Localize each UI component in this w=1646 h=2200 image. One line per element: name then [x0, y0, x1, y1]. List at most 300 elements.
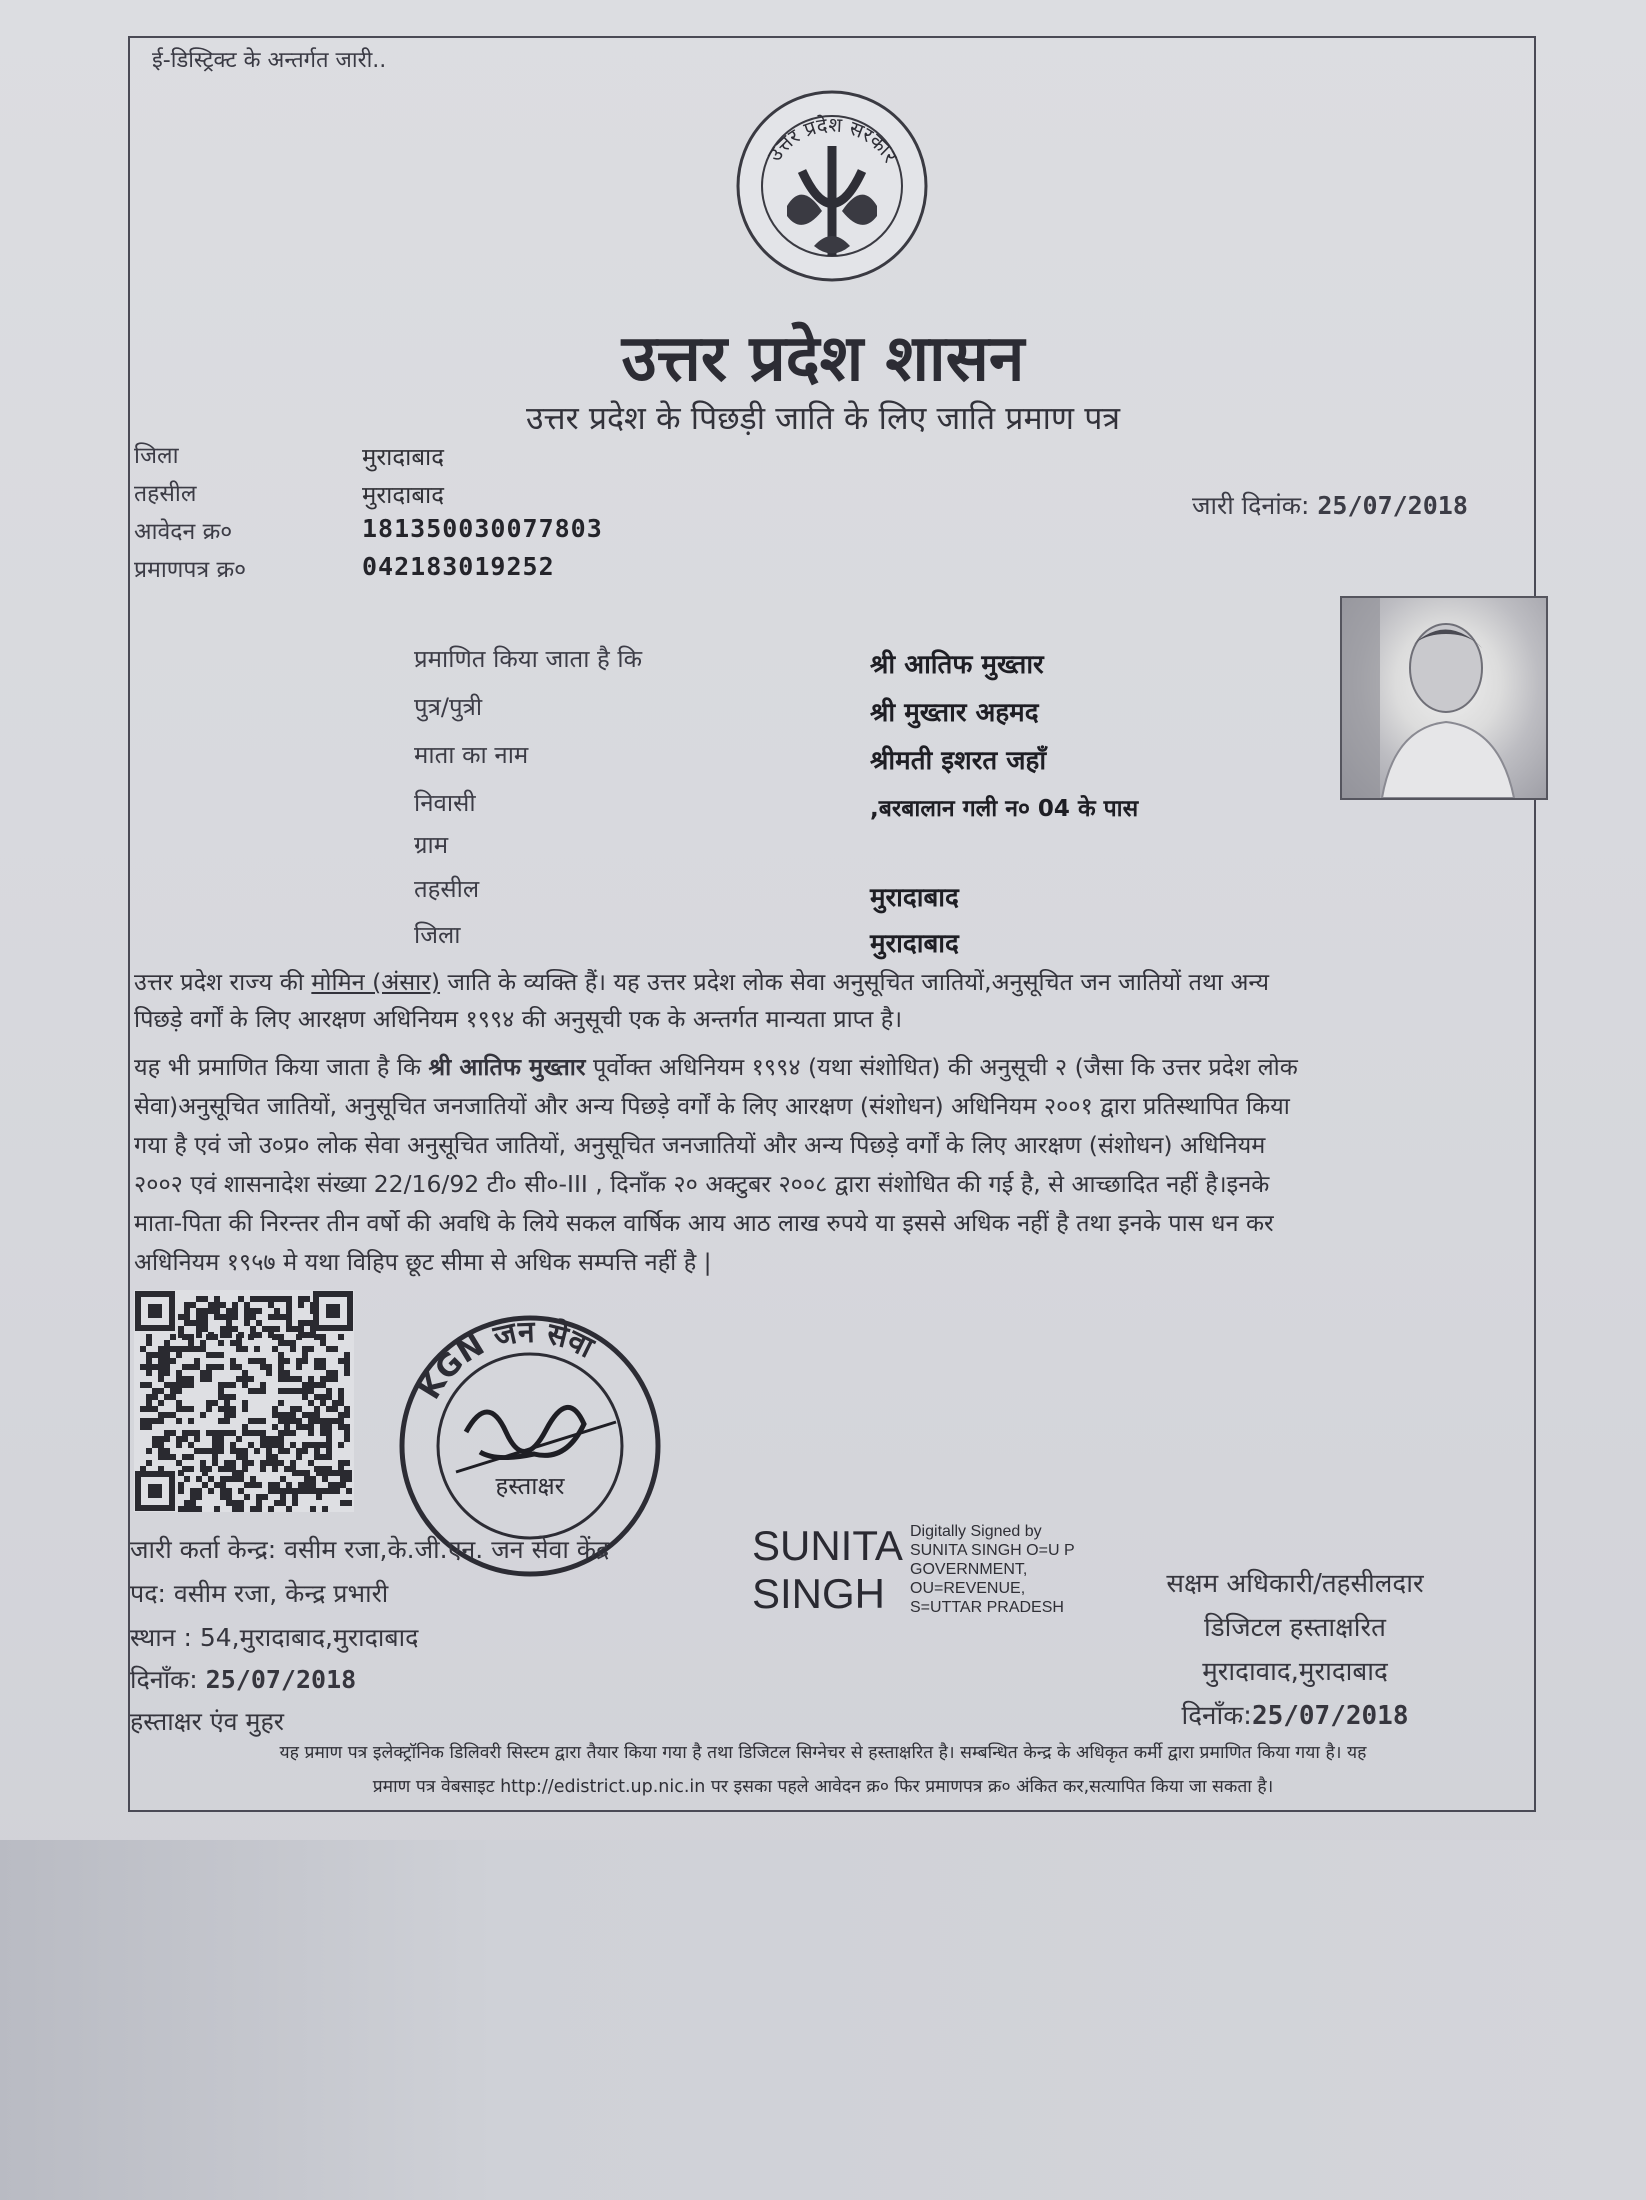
qr-module	[224, 1400, 230, 1406]
qr-module	[184, 1314, 190, 1320]
qr-module	[326, 1448, 332, 1454]
qr-module	[146, 1460, 152, 1466]
qr-module	[326, 1418, 332, 1424]
detail-label-resident: निवासी	[414, 789, 476, 817]
qr-module	[302, 1358, 308, 1364]
para2-line5: माता-पिता की निरन्तर तीन वर्षो की अवधि के लिये सकल वार्षिक आय आठ लाख रुपये या इससे अधिक नहीं है तथा इनके पास धन कर	[134, 1209, 1274, 1237]
qr-module	[338, 1424, 344, 1430]
qr-module	[278, 1448, 284, 1454]
qr-module	[170, 1334, 176, 1340]
qr-module	[232, 1506, 238, 1512]
qr-module	[230, 1406, 236, 1412]
qr-module	[188, 1376, 194, 1382]
qr-module	[220, 1326, 226, 1332]
qr-module	[226, 1308, 232, 1314]
signer-last-name: SINGH	[752, 1570, 886, 1617]
qr-module	[338, 1412, 344, 1418]
qr-module	[176, 1460, 182, 1466]
qr-module	[146, 1334, 152, 1340]
qr-module	[178, 1332, 184, 1338]
qr-module	[272, 1346, 278, 1352]
qr-module	[220, 1488, 226, 1494]
qr-module	[220, 1482, 226, 1488]
qr-module	[262, 1494, 268, 1500]
qr-module	[280, 1494, 286, 1500]
qr-module	[326, 1346, 332, 1352]
qr-module	[146, 1424, 152, 1430]
qr-module	[320, 1364, 326, 1370]
qr-module	[208, 1302, 214, 1308]
qr-module	[224, 1418, 230, 1424]
qr-module	[176, 1406, 182, 1412]
qr-module	[308, 1430, 314, 1436]
qr-module	[250, 1308, 256, 1314]
qr-module	[178, 1506, 184, 1512]
qr-module	[242, 1448, 248, 1454]
qr-module	[250, 1506, 256, 1512]
qr-module	[290, 1418, 296, 1424]
authority-date-label: दिनाँक:	[1181, 1701, 1252, 1731]
qr-module	[284, 1418, 290, 1424]
qr-module	[314, 1442, 320, 1448]
qr-module	[242, 1430, 248, 1436]
qr-module	[184, 1308, 190, 1314]
qr-module	[182, 1430, 188, 1436]
qr-module	[290, 1412, 296, 1418]
qr-module	[284, 1388, 290, 1394]
qr-module	[284, 1424, 290, 1430]
up-government-emblem-icon	[732, 86, 932, 286]
qr-module	[224, 1460, 230, 1466]
qr-module	[322, 1506, 328, 1512]
qr-module	[338, 1418, 344, 1424]
issuer-post: पद: वसीम रजा, केन्द्र प्रभारी	[130, 1579, 389, 1608]
qr-module	[290, 1388, 296, 1394]
qr-module	[254, 1418, 260, 1424]
qr-module	[242, 1382, 248, 1388]
qr-module	[320, 1394, 326, 1400]
qr-module	[272, 1454, 278, 1460]
para2-pre: यह भी प्रमाणित किया जाता है कि	[134, 1053, 429, 1081]
qr-module	[190, 1494, 196, 1500]
authority-title: सक्षम अधिकारी/तहसीलदार	[1166, 1569, 1424, 1599]
qr-module	[302, 1388, 308, 1394]
qr-module	[170, 1454, 176, 1460]
qr-module	[146, 1358, 152, 1364]
qr-module	[202, 1470, 208, 1476]
qr-module	[274, 1314, 280, 1320]
qr-module	[242, 1406, 248, 1412]
qr-module	[278, 1364, 284, 1370]
digital-signature-name	[752, 1522, 903, 1618]
qr-module	[196, 1326, 202, 1332]
qr-module	[184, 1302, 190, 1308]
qr-module	[314, 1364, 320, 1370]
qr-module	[158, 1442, 164, 1448]
qr-module	[248, 1358, 254, 1364]
qr-module	[176, 1346, 182, 1352]
qr-module	[256, 1506, 262, 1512]
qr-module	[218, 1418, 224, 1424]
qr-module	[346, 1500, 352, 1506]
sig-detail-line: OU=REVENUE,	[910, 1580, 1026, 1597]
qr-module	[326, 1436, 332, 1442]
qr-module	[146, 1382, 152, 1388]
qr-module	[220, 1302, 226, 1308]
qr-module	[274, 1500, 280, 1506]
qr-module	[274, 1488, 280, 1494]
qr-module	[224, 1394, 230, 1400]
qr-module	[248, 1460, 254, 1466]
certificate-label: प्रमाणपत्र क्र०	[134, 557, 247, 583]
qr-module	[242, 1376, 248, 1382]
qr-module	[280, 1314, 286, 1320]
qr-module	[344, 1460, 350, 1466]
qr-module	[206, 1430, 212, 1436]
qr-module	[262, 1326, 268, 1332]
qr-module	[308, 1418, 314, 1424]
qr-module	[296, 1406, 302, 1412]
para2-line4: २००२ एवं शासनादेश संख्या 22/16/92 टी० सी०-III , दिनाँक २० अक्टुबर २००८ द्वारा संशोधित की गई है, से आच्छादित नहीं है।इनके	[134, 1170, 1270, 1198]
qr-module	[316, 1470, 322, 1476]
qr-module	[310, 1506, 316, 1512]
qr-module	[256, 1494, 262, 1500]
qr-module	[238, 1296, 244, 1302]
qr-module	[158, 1412, 164, 1418]
qr-module	[238, 1500, 244, 1506]
qr-module	[298, 1470, 304, 1476]
qr-module	[308, 1388, 314, 1394]
qr-module	[292, 1494, 298, 1500]
qr-module	[230, 1448, 236, 1454]
qr-module	[152, 1394, 158, 1400]
qr-module	[232, 1326, 238, 1332]
qr-module	[188, 1406, 194, 1412]
qr-module	[158, 1370, 164, 1376]
qr-module	[308, 1412, 314, 1418]
qr-module	[218, 1442, 224, 1448]
qr-module	[296, 1448, 302, 1454]
qr-module	[244, 1302, 250, 1308]
qr-module	[286, 1506, 292, 1512]
para2-name: श्री आतिफ मुख्तार	[428, 1053, 586, 1081]
qr-module	[176, 1418, 182, 1424]
qr-module	[326, 1370, 332, 1376]
qr-module	[268, 1326, 274, 1332]
qr-module	[298, 1320, 304, 1326]
qr-module	[206, 1406, 212, 1412]
qr-module	[260, 1364, 266, 1370]
qr-module	[230, 1364, 236, 1370]
para2-line6: अधिनियम १९५७ मे यथा विहिप छूट सीमा से अधिक सम्पत्ति नहीं है |	[134, 1248, 712, 1276]
qr-module	[212, 1352, 218, 1358]
issue-date	[1192, 488, 1468, 522]
qr-module	[260, 1358, 266, 1364]
issuer-place: स्थान : 54,मुरादाबाद,मुरादाबाद	[130, 1623, 419, 1652]
qr-module	[314, 1382, 320, 1388]
qr-module	[164, 1358, 170, 1364]
qr-module	[230, 1430, 236, 1436]
district-label: जिला	[134, 443, 179, 469]
qr-module	[308, 1460, 314, 1466]
qr-module	[188, 1454, 194, 1460]
qr-module	[254, 1448, 260, 1454]
qr-module	[242, 1460, 248, 1466]
qr-module	[268, 1314, 274, 1320]
qr-module	[304, 1332, 310, 1338]
authority-date	[1085, 1696, 1505, 1732]
qr-module	[218, 1352, 224, 1358]
qr-module	[212, 1436, 218, 1442]
qr-module	[146, 1418, 152, 1424]
qr-module	[212, 1364, 218, 1370]
qr-module	[190, 1500, 196, 1506]
qr-module	[236, 1454, 242, 1460]
qr-module	[140, 1406, 146, 1412]
qr-module	[284, 1412, 290, 1418]
qr-module	[226, 1326, 232, 1332]
qr-module	[200, 1460, 206, 1466]
qr-module	[278, 1418, 284, 1424]
para1-post: जाति के व्यक्ति हैं। यह उत्तर प्रदेश लोक सेवा अनुसूचित जातियों,अनुसूचित जन जातियों तथा अन्य	[440, 968, 1269, 996]
qr-module	[164, 1430, 170, 1436]
qr-module	[214, 1308, 220, 1314]
qr-module	[182, 1376, 188, 1382]
issuer-sign-label: हस्ताक्षर एंव मुहर	[130, 1707, 284, 1736]
qr-module	[260, 1436, 266, 1442]
qr-module	[202, 1314, 208, 1320]
qr-module	[344, 1352, 350, 1358]
qr-module	[280, 1296, 286, 1302]
qr-module	[232, 1476, 238, 1482]
qr-module	[260, 1460, 266, 1466]
qr-module	[194, 1448, 200, 1454]
emblem-text: उत्तर प्रदेश सरकार	[762, 112, 903, 167]
qr-module	[232, 1470, 238, 1476]
qr-module	[152, 1442, 158, 1448]
tehsil-label: तहसील	[134, 481, 197, 507]
para1-line2: पिछड़े वर्गों के लिए आरक्षण अधिनियम १९९४ की अनुसूची एक के अन्तर्गत मान्यता प्राप्त है।	[134, 1005, 903, 1033]
qr-module	[244, 1314, 250, 1320]
qr-module	[250, 1326, 256, 1332]
qr-module	[196, 1488, 202, 1494]
qr-module	[290, 1430, 296, 1436]
qr-module	[266, 1436, 272, 1442]
qr-module	[266, 1454, 272, 1460]
qr-module	[164, 1382, 170, 1388]
qr-module	[220, 1476, 226, 1482]
qr-module	[194, 1346, 200, 1352]
authority-place: मुरादावाद,मुरादाबाद	[1202, 1657, 1388, 1687]
qr-module	[290, 1340, 296, 1346]
qr-module	[176, 1436, 182, 1442]
qr-module	[176, 1376, 182, 1382]
qr-module	[226, 1332, 232, 1338]
qr-module	[278, 1334, 284, 1340]
qr-module	[214, 1506, 220, 1512]
qr-module	[196, 1320, 202, 1326]
qr-module	[286, 1302, 292, 1308]
signer-first-name: SUNITA	[752, 1522, 903, 1569]
qr-module	[164, 1436, 170, 1442]
qr-module	[334, 1470, 340, 1476]
page-title: उत्तर प्रदेश शासन	[621, 321, 1025, 396]
qr-module	[320, 1334, 326, 1340]
qr-module	[280, 1500, 286, 1506]
qr-module	[272, 1406, 278, 1412]
qr-module	[238, 1488, 244, 1494]
qr-module	[218, 1364, 224, 1370]
qr-module	[338, 1358, 344, 1364]
qr-module	[296, 1424, 302, 1430]
qr-module	[140, 1424, 146, 1430]
qr-module	[196, 1314, 202, 1320]
qr-module	[214, 1482, 220, 1488]
qr-module	[236, 1436, 242, 1442]
qr-module	[278, 1376, 284, 1382]
qr-module	[268, 1488, 274, 1494]
qr-module	[182, 1382, 188, 1388]
sig-detail-line: S=UTTAR PRADESH	[910, 1599, 1064, 1616]
qr-module	[224, 1406, 230, 1412]
qr-module	[340, 1500, 346, 1506]
qr-module	[182, 1436, 188, 1442]
qr-module	[344, 1412, 350, 1418]
qr-module	[272, 1460, 278, 1466]
certificate-number: 042183019252	[362, 552, 555, 581]
application-number: 181350030077803	[362, 514, 603, 543]
qr-module	[196, 1296, 202, 1302]
qr-module	[176, 1442, 182, 1448]
qr-module	[200, 1340, 206, 1346]
qr-module	[218, 1388, 224, 1394]
qr-module	[140, 1364, 146, 1370]
qr-module	[208, 1476, 214, 1482]
detail-value-district: मुरादाबाद	[870, 929, 959, 959]
qr-module	[184, 1500, 190, 1506]
qr-module	[326, 1376, 332, 1382]
qr-module	[188, 1340, 194, 1346]
qr-module	[346, 1488, 352, 1494]
detail-label-certified: प्रमाणित किया जाता है कि	[414, 645, 643, 673]
qr-module	[218, 1466, 224, 1472]
qr-module	[298, 1326, 304, 1332]
qr-module	[260, 1466, 266, 1472]
qr-module	[232, 1314, 238, 1320]
qr-module	[250, 1476, 256, 1482]
qr-module	[178, 1482, 184, 1488]
qr-module	[302, 1442, 308, 1448]
qr-module	[260, 1418, 266, 1424]
qr-module	[284, 1340, 290, 1346]
qr-module	[164, 1346, 170, 1352]
qr-module	[244, 1494, 250, 1500]
issue-date-value: 25/07/2018	[1317, 491, 1468, 520]
qr-module	[322, 1488, 328, 1494]
qr-module	[338, 1400, 344, 1406]
qr-module	[230, 1358, 236, 1364]
qr-module	[232, 1500, 238, 1506]
qr-module	[226, 1488, 232, 1494]
qr-module	[230, 1340, 236, 1346]
qr-module	[278, 1358, 284, 1364]
qr-module	[152, 1388, 158, 1394]
qr-module	[310, 1476, 316, 1482]
qr-module	[320, 1430, 326, 1436]
qr-module	[292, 1326, 298, 1332]
detail-value-tehsil: मुरादाबाद	[870, 883, 959, 913]
qr-module	[326, 1406, 332, 1412]
qr-module	[152, 1364, 158, 1370]
qr-module	[304, 1470, 310, 1476]
qr-module	[248, 1376, 254, 1382]
qr-module	[304, 1296, 310, 1302]
qr-module	[278, 1442, 284, 1448]
qr-module	[208, 1308, 214, 1314]
seal-inner-text: हस्ताक्षर	[495, 1472, 565, 1500]
district-value: मुरादाबाद	[362, 443, 445, 471]
detail-value-address: ,बरबालान गली न० 04 के पास	[870, 796, 1139, 822]
detail-value-mother: श्रीमती इशरत जहाँ	[870, 746, 1047, 776]
qr-module	[292, 1500, 298, 1506]
qr-module	[188, 1442, 194, 1448]
qr-module	[326, 1430, 332, 1436]
authority-date-value: 25/07/2018	[1251, 1701, 1409, 1731]
footnote-line-2: प्रमाण पत्र वेबसाइट http://edistrict.up.nic.in पर इसका पहले आवेदन क्र० फिर प्रमाणपत्र क्र० अंकित कर,सत्यापित किया जा सकता है।	[372, 1777, 1274, 1797]
qr-module	[182, 1406, 188, 1412]
qr-module	[206, 1400, 212, 1406]
qr-module	[146, 1400, 152, 1406]
qr-module	[164, 1394, 170, 1400]
qr-module	[226, 1476, 232, 1482]
qr-module	[292, 1488, 298, 1494]
qr-module	[326, 1424, 332, 1430]
sig-detail-line: GOVERNMENT,	[910, 1561, 1028, 1578]
qr-module	[298, 1302, 304, 1308]
qr-module	[286, 1308, 292, 1314]
qr-module	[302, 1382, 308, 1388]
qr-module	[248, 1388, 254, 1394]
qr-module	[182, 1364, 188, 1370]
qr-module	[304, 1320, 310, 1326]
qr-module	[344, 1406, 350, 1412]
qr-module	[182, 1454, 188, 1460]
qr-module	[194, 1436, 200, 1442]
qr-module	[278, 1412, 284, 1418]
qr-module	[250, 1332, 256, 1338]
qr-module	[158, 1448, 164, 1454]
qr-module	[212, 1460, 218, 1466]
qr-module	[344, 1424, 350, 1430]
qr-module	[260, 1388, 266, 1394]
qr-module	[268, 1332, 274, 1338]
qr-module	[304, 1482, 310, 1488]
header-note: ई-डिस्ट्रिक्ट के अन्तर्गत जारी..	[152, 48, 387, 73]
qr-module	[256, 1308, 262, 1314]
qr-module	[320, 1358, 326, 1364]
qr-module	[158, 1352, 164, 1358]
qr-module	[164, 1370, 170, 1376]
qr-module	[344, 1364, 350, 1370]
qr-module	[284, 1466, 290, 1472]
qr-module	[290, 1346, 296, 1352]
svg-text:KGN जन सेवा	[412, 1315, 600, 1406]
qr-module	[170, 1382, 176, 1388]
qr-module	[332, 1376, 338, 1382]
qr-module	[242, 1424, 248, 1430]
qr-module	[286, 1320, 292, 1326]
qr-module	[196, 1308, 202, 1314]
